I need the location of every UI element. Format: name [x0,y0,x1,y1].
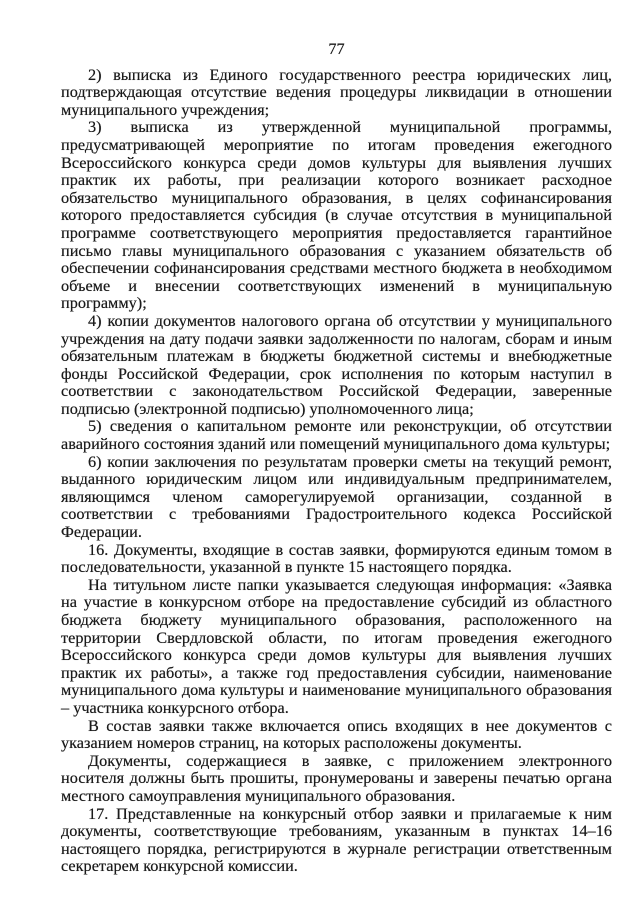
paragraph-inventory: В состав заявки также включается опись входящих в нее документов с указанием номеров страниц, на которых расположены документы. [61,715,612,753]
paragraph-item-2: 2) выписка из Единого государственного реестра юридических лиц, подтверждающая отсутствие ведения процедуры ликвидации в отношении муниципального учреждения; [61,64,612,119]
paragraph-item-4: 4) копии документов налогового органа об отсутствии у муниципального учреждения на дату подачи заявки задолженности по налогам, сборам и иным обязательным платежам в бюджеты бюджетной системы и внебюджетные фонды Российской Федерации, срок исполнения по которым наступил в соответствии с законодательством Российской Федерации, заверенные подписью (электронной подписью) уполномоченного лица; [61,310,612,418]
paragraph-point-17: 17. Представленные на конкурсный отбор заявки и прилагаемые к ним документы, соответствующие требованиям, указанным в пунктах 14–16 настоящего порядка, регистрируются в журнале регистрации ответственным секретарем конкурсной комиссии. [61,803,612,876]
paragraph-point-16: 16. Документы, входящие в состав заявки, формируются единым томом в последовательности, указанной в пункте 15 настоящего порядка. [61,539,612,577]
document-body [61,40,612,875]
paragraph-item-3: 3) выписка из утвержденной муниципальной программы, предусматривающей мероприятие по итогам проведения ежегодного Всероссийского конкурса среди домов культуры для выявления лучших практик их работы, при реализации которого возникает расходное обязательство муниципального образования, в целях софинансирования которого предоставляется субсидия (в случае отсутствия в муниципальной программе соответствующего мероприятия предоставляется гарантийное письмо главы муниципального образования с указанием обязательств об обеспечении софинансирования средствами местного бюджета в необходимом объеме и внесении соответствующих изменений в муниципальную программу); [61,117,612,313]
paragraph-title-sheet: На титульном листе папки указывается следующая информация: «Заявка на участие в конкурсном отборе на предоставление субсидий из областного бюджета бюджету муниципального образования, расположенного на территории Свердловской области, по итогам проведения ежегодного Всероссийского конкурса среди домов культуры для выявления лучших практик их работы», а также год предоставления субсидии, наименование муниципального дома культуры и наименование муниципального образования – участника конкурсного отбора. [61,574,612,717]
paragraph-binding: Документы, содержащиеся в заявке, с приложением электронного носителя должны быть прошиты, пронумерованы и заверены печатью органа местного самоуправления муниципального образования. [61,750,612,805]
paragraph-item-5: 5) сведения о капитальном ремонте или реконструкции, об отсутствии аварийного состояния зданий или помещений муниципального дома культуры; [61,416,612,454]
page-number: 77 [328,39,345,58]
paragraph-item-6: 6) копии заключения по результатам проверки сметы на текущий ремонт, выданного юридическим лицом или индивидуальным предпринимателем, являющимся членом саморегулируемой организации, созданной в соответствии с требованиями Градостроительного кодекса Российской Федерации. [61,451,612,542]
